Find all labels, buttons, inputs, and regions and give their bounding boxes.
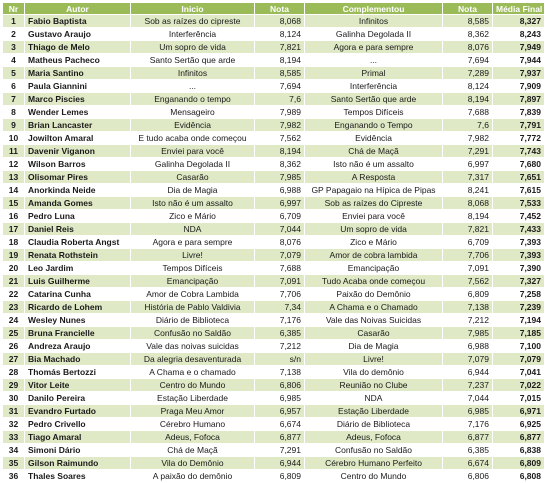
cell-nota-complementou[interactable]: 8,068 [443,197,493,210]
cell-complementou[interactable]: A Chama e o Chamado [305,301,443,314]
cell-nota-inicio[interactable]: 6,957 [255,405,305,418]
table-row [3,28,545,41]
header-media-final[interactable]: Média Final [493,3,545,15]
cell-nota-complementou[interactable]: 6,385 [443,444,493,457]
cell-media-final[interactable]: 7,393 [493,236,545,249]
cell-nr[interactable]: 19 [3,249,25,262]
cell-nota-complementou[interactable]: 6,809 [443,288,493,301]
cell-nr[interactable]: 5 [3,67,25,80]
header-nota-inicio[interactable]: Nota [255,3,305,15]
header-nota-complementou[interactable]: Nota [443,3,493,15]
header-autor[interactable]: Autor [25,3,131,15]
cell-media-final[interactable]: 7,041 [493,366,545,379]
cell-media-final[interactable]: 6,809 [493,457,545,470]
cell-nr[interactable]: 36 [3,470,25,483]
cell-inicio[interactable]: Emancipação [131,275,255,288]
cell-autor[interactable]: Thales Soares [25,470,131,483]
cell-nr[interactable]: 3 [3,41,25,54]
header-row [3,3,545,15]
cell-complementou[interactable]: Vale das Noivas Suicidas [305,314,443,327]
cell-media-final[interactable]: 7,390 [493,262,545,275]
cell-autor[interactable]: Pedro Crivello [25,418,131,431]
table-row [3,366,545,379]
cell-autor[interactable]: Catarina Cunha [25,288,131,301]
cell-nr[interactable]: 16 [3,210,25,223]
cell-nota-complementou[interactable]: 7,694 [443,54,493,67]
cell-nota-complementou[interactable]: 7,317 [443,171,493,184]
cell-complementou[interactable]: Vila do demônio [305,366,443,379]
cell-media-final[interactable]: 7,194 [493,314,545,327]
cell-media-final[interactable]: 8,327 [493,15,545,28]
table-row [3,405,545,418]
results-table [2,2,545,483]
table-row [3,457,545,470]
cell-nota-complementou[interactable]: 8,241 [443,184,493,197]
cell-nota-inicio[interactable]: 7,688 [255,262,305,275]
cell-inicio[interactable]: Da alegria desaventurada [131,353,255,366]
cell-nr[interactable]: 14 [3,184,25,197]
cell-complementou[interactable]: Santo Sertão que arde [305,93,443,106]
cell-nota-complementou[interactable]: 7,091 [443,262,493,275]
cell-nr[interactable]: 21 [3,275,25,288]
cell-autor[interactable]: Matheus Pacheco [25,54,131,67]
cell-nr[interactable]: 32 [3,418,25,431]
cell-media-final[interactable]: 6,971 [493,405,545,418]
table-row [3,301,545,314]
cell-nota-inicio[interactable]: 6,985 [255,392,305,405]
cell-nr[interactable]: 22 [3,288,25,301]
cell-media-final[interactable]: 7,944 [493,54,545,67]
cell-nota-complementou[interactable]: 7,237 [443,379,493,392]
table-row [3,249,545,262]
cell-nota-complementou[interactable]: 6,985 [443,405,493,418]
cell-nota-inicio[interactable]: 7,044 [255,223,305,236]
table-row [3,80,545,93]
cell-complementou[interactable]: Livre! [305,353,443,366]
cell-media-final[interactable]: 7,743 [493,145,545,158]
cell-media-final[interactable]: 6,808 [493,470,545,483]
cell-media-final[interactable]: 7,897 [493,93,545,106]
cell-media-final[interactable]: 7,433 [493,223,545,236]
cell-autor[interactable]: Wender Lemes [25,106,131,119]
cell-autor[interactable]: Paula Giannini [25,80,131,93]
cell-nota-inicio[interactable]: 7,694 [255,80,305,93]
cell-nota-complementou[interactable]: 7,212 [443,314,493,327]
table-body [3,15,545,483]
cell-nota-inicio[interactable]: 7,34 [255,301,305,314]
cell-nr[interactable]: 24 [3,314,25,327]
cell-complementou[interactable]: NDA [305,392,443,405]
cell-nota-complementou[interactable]: 7,079 [443,353,493,366]
table-row [3,145,545,158]
cell-inicio[interactable]: Praga Meu Amor [131,405,255,418]
cell-autor[interactable]: Vitor Leite [25,379,131,392]
cell-autor[interactable]: Thiago de Melo [25,41,131,54]
cell-nota-inicio[interactable]: 7,821 [255,41,305,54]
cell-complementou[interactable]: Evidência [305,132,443,145]
cell-complementou[interactable]: Enviei para você [305,210,443,223]
table-row [3,158,545,171]
table-row [3,236,545,249]
cell-nota-inicio[interactable]: 7,212 [255,340,305,353]
cell-autor[interactable]: Brian Lancaster [25,119,131,132]
cell-inicio[interactable]: Um sopro de vida [131,41,255,54]
cell-nota-complementou[interactable]: 6,988 [443,340,493,353]
cell-inicio[interactable]: Amor de Cobra Lambida [131,288,255,301]
table-row [3,171,545,184]
cell-nr[interactable]: 25 [3,327,25,340]
cell-inicio[interactable]: Mensageiro [131,106,255,119]
table-row [3,379,545,392]
cell-nota-complementou[interactable]: 7,688 [443,106,493,119]
cell-autor[interactable]: Ricardo de Lohem [25,301,131,314]
cell-inicio[interactable]: Galinha Degolada II [131,158,255,171]
cell-nota-inicio[interactable]: 8,076 [255,236,305,249]
cell-nota-inicio[interactable]: 6,997 [255,197,305,210]
cell-autor[interactable]: Jowilton Amaral [25,132,131,145]
cell-nota-inicio[interactable]: 7,079 [255,249,305,262]
cell-nota-complementou[interactable]: 7,821 [443,223,493,236]
cell-media-final[interactable]: 7,079 [493,353,545,366]
cell-nota-inicio[interactable]: 7,091 [255,275,305,288]
cell-autor[interactable]: Amanda Gomes [25,197,131,210]
cell-autor[interactable]: Gilson Raimundo [25,457,131,470]
cell-autor[interactable]: Wesley Nunes [25,314,131,327]
cell-inicio[interactable]: Diário de Biblioteca [131,314,255,327]
table-row [3,444,545,457]
cell-autor[interactable]: Fabio Baptista [25,15,131,28]
table-row [3,314,545,327]
cell-media-final[interactable]: 7,022 [493,379,545,392]
cell-nota-complementou[interactable]: 7,044 [443,392,493,405]
cell-autor[interactable]: Wilson Barros [25,158,131,171]
cell-media-final[interactable]: 7,949 [493,41,545,54]
table-row [3,106,545,119]
cell-inicio[interactable]: Chá de Maçã [131,444,255,457]
cell-inicio[interactable]: Enganando o tempo [131,93,255,106]
cell-inicio[interactable]: Tempos Difíceis [131,262,255,275]
cell-nr[interactable]: 7 [3,93,25,106]
table-row [3,184,545,197]
cell-nota-inicio[interactable]: 6,806 [255,379,305,392]
header-inicio[interactable]: Inicio [131,3,255,15]
cell-autor[interactable]: Andreza Araujo [25,340,131,353]
cell-nota-complementou[interactable]: 8,362 [443,28,493,41]
cell-complementou[interactable]: Dia de Magia [305,340,443,353]
cell-nota-complementou[interactable]: 8,194 [443,210,493,223]
cell-complementou[interactable]: Diário de Biblioteca [305,418,443,431]
cell-autor[interactable]: Simoni Dário [25,444,131,457]
cell-complementou[interactable]: Enganando o Tempo [305,119,443,132]
cell-autor[interactable]: Marco Piscies [25,93,131,106]
cell-autor[interactable]: Tiago Amaral [25,431,131,444]
cell-media-final[interactable]: 7,533 [493,197,545,210]
cell-inicio[interactable]: História de Pablo Valdivia [131,301,255,314]
cell-complementou[interactable]: Agora e para sempre [305,41,443,54]
table-row [3,431,545,444]
cell-nota-complementou[interactable]: 8,585 [443,15,493,28]
cell-inicio[interactable]: Vale das noivas suicidas [131,340,255,353]
cell-nota-inicio[interactable]: 6,877 [255,431,305,444]
cell-nr[interactable]: 15 [3,197,25,210]
cell-inicio[interactable]: Casarão [131,171,255,184]
cell-autor[interactable]: Daniel Reis [25,223,131,236]
cell-media-final[interactable]: 7,680 [493,158,545,171]
results-spreadsheet [2,2,544,483]
cell-nota-complementou[interactable]: 8,124 [443,80,493,93]
cell-media-final[interactable]: 7,937 [493,67,545,80]
table-row [3,392,545,405]
cell-nota-inicio[interactable]: 6,988 [255,184,305,197]
cell-nr[interactable]: 4 [3,54,25,67]
cell-nota-complementou[interactable]: 7,289 [443,67,493,80]
cell-nr[interactable]: 30 [3,392,25,405]
cell-nota-inicio[interactable]: 7,982 [255,119,305,132]
cell-inicio[interactable]: Evidência [131,119,255,132]
cell-nr[interactable]: 18 [3,236,25,249]
table-row [3,15,545,28]
cell-complementou[interactable]: Emancipação [305,262,443,275]
cell-nr[interactable]: 33 [3,431,25,444]
cell-inicio[interactable]: E tudo acaba onde começou [131,132,255,145]
cell-media-final[interactable]: 7,239 [493,301,545,314]
cell-nota-inicio[interactable]: s/n [255,353,305,366]
cell-inicio[interactable]: Dia de Magia [131,184,255,197]
cell-media-final[interactable]: 7,772 [493,132,545,145]
table-row [3,93,545,106]
cell-nr[interactable]: 9 [3,119,25,132]
cell-nota-inicio[interactable]: 8,194 [255,54,305,67]
cell-inicio[interactable]: Zico e Mário [131,210,255,223]
cell-media-final[interactable]: 7,100 [493,340,545,353]
cell-nr[interactable]: 2 [3,28,25,41]
table-row [3,275,545,288]
cell-nota-complementou[interactable]: 7,982 [443,132,493,145]
table-row [3,340,545,353]
cell-autor[interactable]: Olisomar Pires [25,171,131,184]
table-row [3,210,545,223]
cell-nr[interactable]: 8 [3,106,25,119]
cell-complementou[interactable]: Interferência [305,80,443,93]
cell-media-final[interactable]: 7,452 [493,210,545,223]
cell-media-final[interactable]: 7,909 [493,80,545,93]
cell-nr[interactable]: 26 [3,340,25,353]
cell-autor[interactable]: Maria Santino [25,67,131,80]
cell-inicio[interactable]: Confusão no Saldão [131,327,255,340]
cell-inicio[interactable]: Isto não é um assalto [131,197,255,210]
cell-nr[interactable]: 27 [3,353,25,366]
table-row [3,41,545,54]
cell-nr[interactable]: 35 [3,457,25,470]
cell-inicio[interactable]: A paixão do demônio [131,470,255,483]
cell-autor[interactable]: Davenir Viganon [25,145,131,158]
cell-nota-inicio[interactable]: 7,985 [255,171,305,184]
cell-nota-inicio[interactable]: 6,385 [255,327,305,340]
cell-autor[interactable]: Renata Rothstein [25,249,131,262]
cell-media-final[interactable]: 6,925 [493,418,545,431]
cell-inicio[interactable]: A Chama e o chamado [131,366,255,379]
cell-complementou[interactable]: Tempos Difíceis [305,106,443,119]
cell-autor[interactable]: Claudia Roberta Angst [25,236,131,249]
cell-nota-complementou[interactable]: 7,562 [443,275,493,288]
cell-inicio[interactable]: Estação Liberdade [131,392,255,405]
cell-nr[interactable]: 10 [3,132,25,145]
cell-complementou[interactable]: ... [305,54,443,67]
cell-autor[interactable]: Thomás Bertozzi [25,366,131,379]
cell-inicio[interactable]: Sob as raízes do cipreste [131,15,255,28]
cell-nota-complementou[interactable]: 7,291 [443,145,493,158]
cell-nota-inicio[interactable]: 7,706 [255,288,305,301]
cell-inicio[interactable]: Enviei para você [131,145,255,158]
cell-complementou[interactable]: Sob as raízes do Cipreste [305,197,443,210]
cell-autor[interactable]: Bruna Francielle [25,327,131,340]
cell-nota-complementou[interactable]: 6,709 [443,236,493,249]
table-row [3,197,545,210]
cell-complementou[interactable]: Adeus, Fofoca [305,431,443,444]
cell-nota-complementou[interactable]: 7,6 [443,119,493,132]
cell-complementou[interactable]: Amor de cobra lambida [305,249,443,262]
cell-nota-inicio[interactable]: 8,124 [255,28,305,41]
cell-nota-inicio[interactable]: 8,194 [255,145,305,158]
cell-autor[interactable]: Luis Guilherme [25,275,131,288]
table-row [3,418,545,431]
cell-complementou[interactable]: Chá de Maçã [305,145,443,158]
cell-nota-inicio[interactable]: 7,989 [255,106,305,119]
cell-complementou[interactable]: Reunião no Clube [305,379,443,392]
table-row [3,119,545,132]
cell-autor[interactable]: Gustavo Araujo [25,28,131,41]
cell-nota-complementou[interactable]: 6,944 [443,366,493,379]
cell-inicio[interactable]: Cérebro Humano [131,418,255,431]
cell-autor[interactable]: Pedro Luna [25,210,131,223]
cell-nr[interactable]: 20 [3,262,25,275]
cell-nota-complementou[interactable]: 7,985 [443,327,493,340]
cell-autor[interactable]: Leo Jardim [25,262,131,275]
cell-inicio[interactable]: Santo Sertão que arde [131,54,255,67]
cell-nota-complementou[interactable]: 8,076 [443,41,493,54]
cell-complementou[interactable]: Tudo Acaba onde começou [305,275,443,288]
cell-inicio[interactable]: Centro do Mundo [131,379,255,392]
cell-nota-inicio[interactable]: 6,709 [255,210,305,223]
cell-nota-inicio[interactable]: 8,585 [255,67,305,80]
cell-nota-inicio[interactable]: 7,176 [255,314,305,327]
cell-nota-inicio[interactable]: 7,562 [255,132,305,145]
table-row [3,262,545,275]
cell-inicio[interactable]: Livre! [131,249,255,262]
cell-nota-inicio[interactable]: 8,068 [255,15,305,28]
cell-complementou[interactable]: Zico e Mário [305,236,443,249]
cell-autor[interactable]: Bia Machado [25,353,131,366]
cell-complementou[interactable]: Galinha Degolada II [305,28,443,41]
cell-nr[interactable]: 11 [3,145,25,158]
cell-nota-complementou[interactable]: 6,997 [443,158,493,171]
cell-media-final[interactable]: 8,243 [493,28,545,41]
header-complementou[interactable]: Complementou [305,3,443,15]
cell-autor[interactable]: Anorkinda Neide [25,184,131,197]
cell-nota-inicio[interactable]: 7,291 [255,444,305,457]
cell-complementou[interactable]: Um sopro de vida [305,223,443,236]
cell-nr[interactable]: 6 [3,80,25,93]
cell-nr[interactable]: 1 [3,15,25,28]
cell-complementou[interactable]: Paixão do Demônio [305,288,443,301]
cell-nota-complementou[interactable]: 7,176 [443,418,493,431]
cell-complementou[interactable]: Cérebro Humano Perfeito [305,457,443,470]
cell-autor[interactable]: Evandro Furtado [25,405,131,418]
cell-nr[interactable]: 12 [3,158,25,171]
cell-nr[interactable]: 34 [3,444,25,457]
cell-nota-inicio[interactable]: 6,809 [255,470,305,483]
cell-media-final[interactable]: 7,651 [493,171,545,184]
cell-inicio[interactable]: ... [131,80,255,93]
cell-complementou[interactable]: Confusão no Saldão [305,444,443,457]
cell-media-final[interactable]: 7,393 [493,249,545,262]
cell-media-final[interactable]: 7,791 [493,119,545,132]
cell-complementou[interactable]: GP Papagaio na Hípica de Pipas [305,184,443,197]
cell-nota-complementou[interactable]: 8,194 [443,93,493,106]
cell-nota-complementou[interactable]: 6,877 [443,431,493,444]
cell-nota-inicio[interactable]: 7,6 [255,93,305,106]
cell-nota-inicio[interactable]: 8,362 [255,158,305,171]
cell-media-final[interactable]: 7,185 [493,327,545,340]
cell-nr[interactable]: 13 [3,171,25,184]
cell-autor[interactable]: Danilo Pereira [25,392,131,405]
cell-inicio[interactable]: Infinitos [131,67,255,80]
cell-inicio[interactable]: Agora e para sempre [131,236,255,249]
cell-inicio[interactable]: Vila do Demônio [131,457,255,470]
table-row [3,327,545,340]
cell-nota-complementou[interactable]: 6,674 [443,457,493,470]
cell-complementou[interactable]: Primal [305,67,443,80]
table-row [3,353,545,366]
table-row [3,132,545,145]
cell-nota-inicio[interactable]: 6,674 [255,418,305,431]
table-row [3,288,545,301]
cell-nr[interactable]: 23 [3,301,25,314]
table-row [3,67,545,80]
header-nr[interactable]: Nr [3,3,25,15]
cell-nota-complementou[interactable]: 7,706 [443,249,493,262]
cell-media-final[interactable]: 7,615 [493,184,545,197]
cell-media-final[interactable]: 6,838 [493,444,545,457]
cell-media-final[interactable]: 7,258 [493,288,545,301]
cell-inicio[interactable]: NDA [131,223,255,236]
cell-nr[interactable]: 17 [3,223,25,236]
cell-complementou[interactable]: Infinitos [305,15,443,28]
cell-complementou[interactable]: Casarão [305,327,443,340]
cell-complementou[interactable]: Centro do Mundo [305,470,443,483]
cell-media-final[interactable]: 7,839 [493,106,545,119]
cell-nr[interactable]: 29 [3,379,25,392]
cell-nota-inicio[interactable]: 7,138 [255,366,305,379]
cell-inicio[interactable]: Adeus, Fofoca [131,431,255,444]
cell-media-final[interactable]: 7,327 [493,275,545,288]
cell-complementou[interactable]: Estação Liberdade [305,405,443,418]
table-row [3,54,545,67]
cell-nota-complementou[interactable]: 6,806 [443,470,493,483]
table-row [3,223,545,236]
cell-nr[interactable]: 31 [3,405,25,418]
cell-media-final[interactable]: 6,877 [493,431,545,444]
cell-media-final[interactable]: 7,015 [493,392,545,405]
cell-nota-complementou[interactable]: 7,138 [443,301,493,314]
cell-complementou[interactable]: Isto não é um assalto [305,158,443,171]
cell-complementou[interactable]: A Resposta [305,171,443,184]
cell-nr[interactable]: 28 [3,366,25,379]
cell-nota-inicio[interactable]: 6,944 [255,457,305,470]
cell-inicio[interactable]: Interferência [131,28,255,41]
